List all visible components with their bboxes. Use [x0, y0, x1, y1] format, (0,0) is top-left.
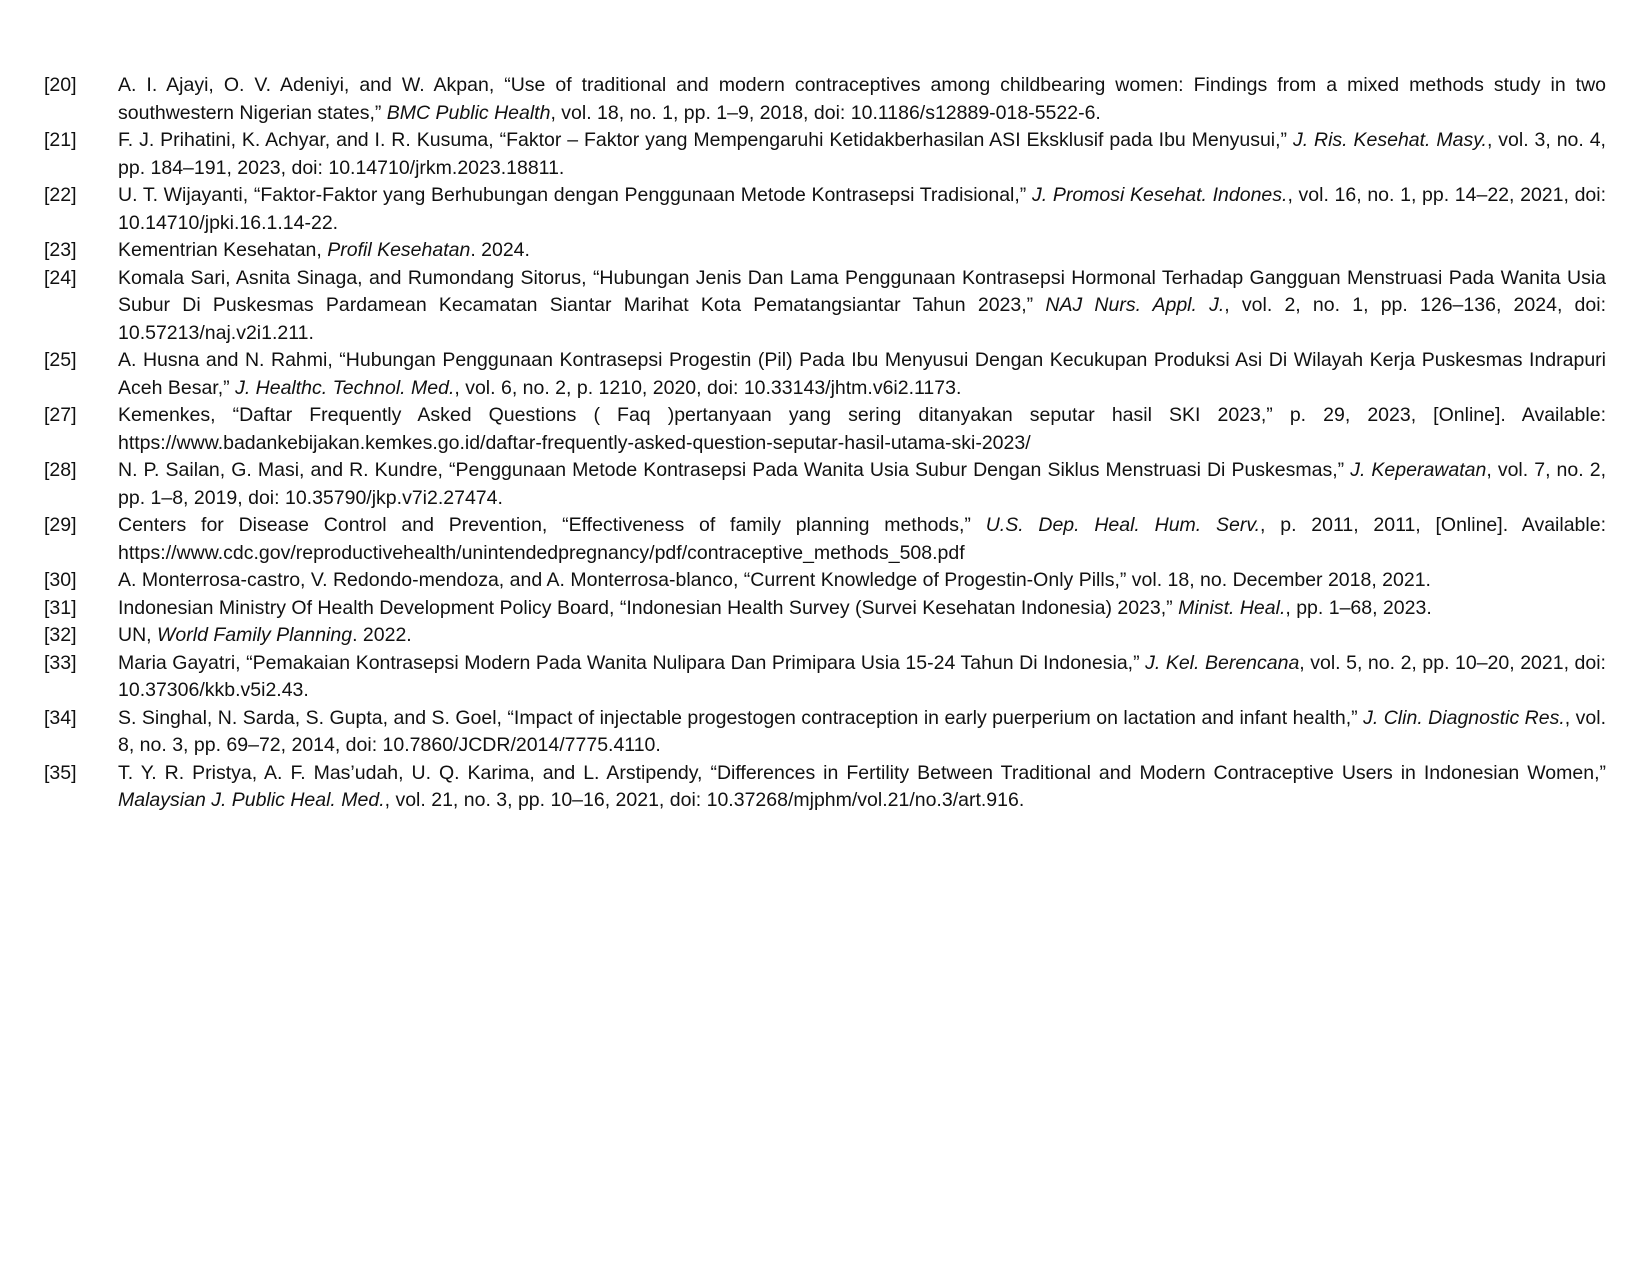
reference-details: , vol. 6, no. 2, p. 1210, 2020, doi: 10.33143/jhtm.v6i2.1173. [454, 376, 962, 399]
reference-text [118, 622, 1606, 650]
reference-text [118, 760, 1606, 815]
reference-number: [21] [44, 129, 77, 151]
reference-number: [22] [44, 184, 77, 206]
reference-details: , vol. 3, no. 4, pp. 184–191, 2023, doi: 10.14710/jrkm.2023.18811. [118, 129, 1606, 179]
reference-journal: J. Keperawatan [1350, 459, 1487, 481]
reference-authors-title: UN, [118, 624, 157, 646]
reference-number: [28] [44, 459, 77, 481]
reference-item [44, 457, 1606, 512]
reference-number: [20] [44, 74, 77, 96]
reference-details: , vol. 2, no. 1, pp. 126–136, 2024, doi: 10.57213/naj.v2i1.211. [118, 294, 1607, 344]
reference-number: [32] [44, 624, 77, 646]
reference-text [118, 650, 1606, 705]
reference-text [118, 347, 1606, 402]
reference-journal: J. Clin. Diagnostic Res. [1363, 706, 1565, 729]
reference-authors-title: S. Singhal, N. Sarda, S. Gupta, and S. Goel, “Impact of injectable progestogen contraception in early puerperium on lactation and infant health,” [118, 706, 1364, 729]
reference-authors-title: Komala Sari, Asnita Sinaga, and Rumondang Sitorus, “Hubungan Jenis Dan Lama Penggunaan Kontrasepsi Hormonal Terhadap Gangguan Menstruasi Pada Wanita Usia Subur Di Puskesmas Pardamean Kecamatan Siantar Marihat Kota Pematangsiantar Tahun 2023,” [118, 266, 1606, 316]
reference-item [44, 705, 1606, 760]
reference-authors-title: Kementrian Kesehatan, [118, 239, 328, 261]
reference-number: [27] [44, 404, 77, 426]
reference-authors-title: Centers for Disease Control and Prevention, “Effectiveness of family planning methods,” [118, 514, 986, 536]
reference-item [44, 567, 1606, 595]
reference-item [44, 512, 1606, 567]
reference-number: [29] [44, 514, 77, 536]
reference-authors-title: U. T. Wijayanti, “Faktor-Faktor yang Berhubungan dengan Penggunaan Metode Kontrasepsi Tradisional,” [118, 184, 1032, 206]
reference-journal: J. Healthc. Technol. Med. [235, 376, 455, 399]
reference-details: . 2022. [352, 624, 412, 646]
reference-text [118, 265, 1606, 348]
reference-number: [31] [44, 596, 77, 619]
reference-journal: Profil Kesehatan [327, 239, 471, 261]
reference-authors-title: A. I. Ajayi, O. V. Adeniyi, and W. Akpan, “Use of traditional and modern contraceptives among childbearing women: Findings from a mixed methods study in two southwestern Nigerian states,” [118, 74, 1606, 124]
reference-number: [25] [44, 349, 77, 371]
reference-text [118, 72, 1606, 127]
reference-journal: BMC Public Health [386, 101, 551, 124]
reference-item [44, 182, 1606, 237]
reference-item [44, 237, 1606, 265]
reference-text [118, 402, 1606, 457]
reference-text [118, 595, 1606, 623]
reference-authors-title: A. Husna and N. Rahmi, “Hubungan Penggunaan Kontrasepsi Progestin (Pil) Pada Ibu Menyusui Dengan Kecukupan Produksi Asi Di Wilayah Kerja Puskesmas Indrapuri Aceh Besar,” [118, 349, 1606, 399]
reference-journal: NAJ Nurs. Appl. J. [1045, 294, 1225, 316]
reference-item [44, 650, 1606, 705]
reference-authors-title: T. Y. R. Pristya, A. F. Mas’udah, U. Q. Karima, and L. Arstipendy, “Differences in Fertility Between Traditional and Modern Contraceptive Users in Indonesian Women,” [118, 761, 1606, 784]
reference-list [44, 72, 1606, 815]
reference-authors-title: N. P. Sailan, G. Masi, and R. Kundre, “Penggunaan Metode Kontrasepsi Pada Wanita Usia Subur Dengan Siklus Menstruasi Di Puskesmas,” [118, 459, 1351, 481]
reference-details: , vol. 18, no. 1, pp. 1–9, 2018, doi: 10.1186/s12889-018-5522-6. [550, 101, 1101, 124]
reference-item [44, 72, 1606, 127]
reference-text [118, 705, 1606, 760]
reference-journal: J. Ris. Kesehat. Masy. [1292, 129, 1487, 151]
reference-details: , vol. 16, no. 1, pp. 14–22, 2021, doi: 10.14710/jpki.16.1.14-22. [118, 184, 1607, 234]
reference-journal: J. Promosi Kesehat. Indones. [1031, 184, 1288, 206]
reference-details: , vol. 8, no. 3, pp. 69–72, 2014, doi: 10.7860/JCDR/2014/7775.4110. [118, 706, 1606, 756]
reference-journal: Malaysian J. Public Heal. Med. [118, 789, 385, 811]
reference-journal: Minist. Heal. [1178, 596, 1286, 619]
reference-number: [35] [44, 761, 77, 784]
reference-text [118, 457, 1606, 512]
reference-number: [24] [44, 266, 77, 289]
reference-number: [34] [44, 706, 77, 729]
reference-text [118, 182, 1606, 237]
reference-number: [23] [44, 239, 77, 261]
reference-text [118, 127, 1606, 182]
reference-number: [33] [44, 651, 77, 674]
reference-text [118, 512, 1606, 567]
reference-authors-title: Kemenkes, “Daftar Frequently Asked Questions ( Faq )pertanyaan yang sering ditanyakan seputar hasil SKI 2023,” p. 29, 2023, [Online]. Available: https://www.badankebijakan.kemkes.go.id/daftar-frequently-asked-question-seputar-hasil-utama-ski-2023/ [118, 404, 1606, 454]
reference-item [44, 402, 1606, 457]
reference-item [44, 595, 1606, 623]
reference-journal: U.S. Dep. Heal. Hum. Serv. [985, 514, 1261, 536]
reference-item [44, 760, 1606, 815]
reference-details: , pp. 1–68, 2023. [1285, 596, 1432, 619]
reference-details: , p. 2011, 2011, [Online]. Available: https://www.cdc.gov/reproductivehealth/unintendedpregnancy/pdf/contraceptive_methods_508.pdf [118, 514, 1606, 564]
reference-number: [30] [44, 569, 77, 591]
reference-authors-title: Indonesian Ministry Of Health Development Policy Board, “Indonesian Health Survey (Survei Kesehatan Indonesia) 2023,” [118, 596, 1179, 619]
reference-item [44, 265, 1606, 348]
reference-item [44, 127, 1606, 182]
reference-authors-title: A. Monterrosa-castro, V. Redondo-mendoza, and A. Monterrosa-blanco, “Current Knowledge of Progestin-Only Pills,” vol. 18, no. December 2018, 2021. [118, 569, 1431, 591]
reference-text [118, 567, 1606, 595]
reference-details: . 2024. [470, 239, 530, 261]
reference-text [118, 237, 1606, 265]
reference-item [44, 622, 1606, 650]
reference-details: , vol. 5, no. 2, pp. 10–20, 2021, doi: 10.37306/kkb.v5i2.43. [118, 651, 1606, 701]
reference-authors-title: F. J. Prihatini, K. Achyar, and I. R. Kusuma, “Faktor – Faktor yang Mempengaruhi Ketidakberhasilan ASI Eksklusif pada Ibu Menyusui,” [118, 129, 1293, 151]
reference-details: , vol. 21, no. 3, pp. 10–16, 2021, doi: 10.37268/mjphm/vol.21/no.3/art.916. [384, 789, 1025, 811]
reference-journal: J. Kel. Berencana [1145, 651, 1300, 674]
reference-authors-title: Maria Gayatri, “Pemakaian Kontrasepsi Modern Pada Wanita Nulipara Dan Primipara Usia 15-24 Tahun Di Indonesia,” [118, 651, 1146, 674]
reference-details: , vol. 7, no. 2, pp. 1–8, 2019, doi: 10.35790/jkp.v7i2.27474. [118, 459, 1606, 509]
reference-item [44, 347, 1606, 402]
reference-journal: World Family Planning [157, 624, 353, 646]
